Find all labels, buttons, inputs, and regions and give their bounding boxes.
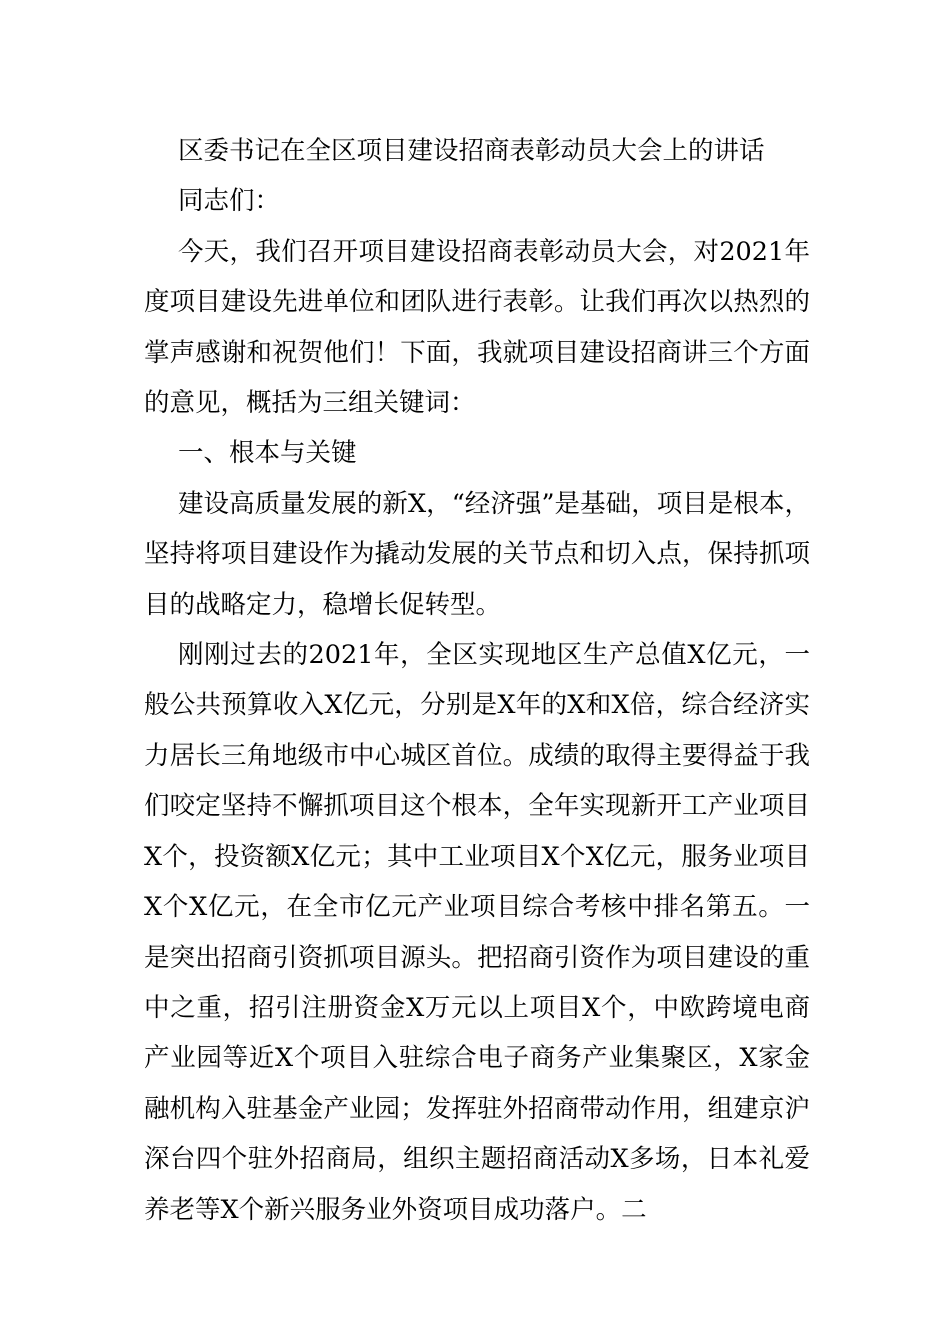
paragraph-opening: 今天，我们召开项目建设招商表彰动员大会，对2021年度项目建设先进单位和团队进行表彰。让我们再次以热烈的掌声感谢和祝贺他们！下面，我就项目建设招商讲三个方面的意见，概括为三组关键词： [144,236,810,419]
document-title: 区委书记在全区项目建设招商表彰动员大会上的讲话 [178,136,765,166]
paragraph-foundation: 建设高质量发展的新X，“经济强”是基础，项目是根本，坚持将项目建设作为撬动发展的关节点和切入点，保持抓项目的战略定力，稳增长促转型。 [144,488,810,620]
section-heading: 一、根本与关键 [178,438,357,469]
paragraph-achievements: 刚刚过去的2021年，全区实现地区生产总值X亿元，一般公共预算收入X亿元，分别是X年的X和X倍，综合经济实力居长三角地级市中心城区首位。成绩的取得主要得益于我们咬定坚持不懈抓项目这个根本，全年实现新开工产业项目X个，投资额X亿元；其中工业项目X个X亿元，服务业项目X个X亿元，在全市亿元产业项目综合考核中排名第五。一是突出招商引资抓项目源头。把招商引资作为项目建设的重中之重，招引注册资金X万元以上项目X个，中欧跨境电商产业园等近X个项目入驻综合电子商务产业集聚区，X家金融机构入驻基金产业园；发挥驻外招商带动作用，组建京沪深台四个驻外招商局，组织主题招商活动X多场，日本礼爱养老等X个新兴服务业外资项目成功落户。二 [144,640,810,1225]
document-body [144,126,810,1235]
salutation: 同志们： [178,186,281,217]
